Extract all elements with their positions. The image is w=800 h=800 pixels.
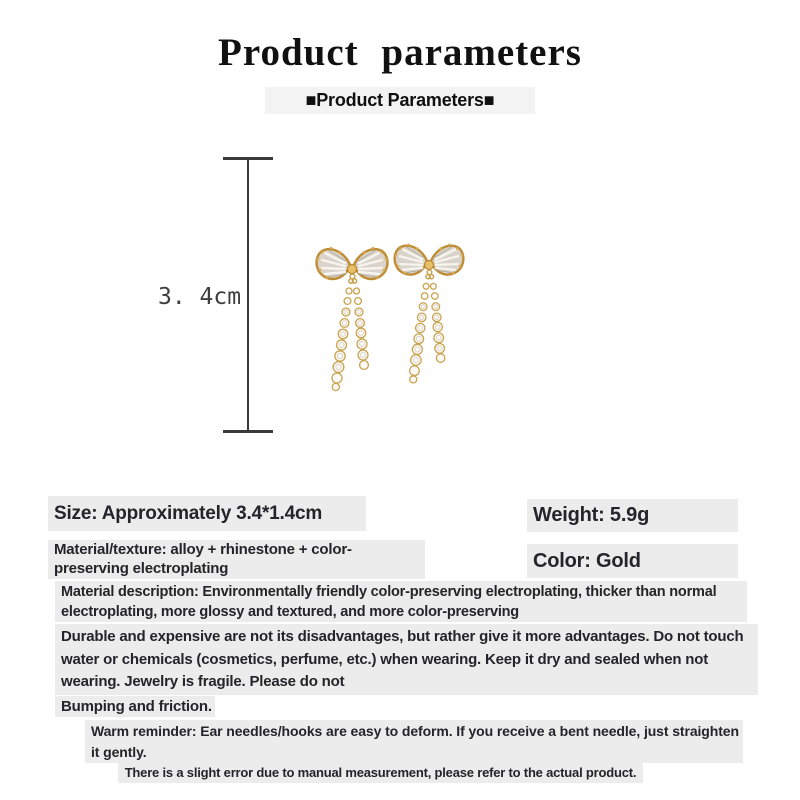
spec-care-note: Durable and expensive are not its disadvantages, but rather give it more advantages. Do not touch water or chemicals (cosmetics, perfume, etc.) when wearing. Keep it dry and sealed when not wearing. Jewelry is fragile. Please do not [55,624,758,695]
warm-reminder: Warm reminder: Ear needles/hooks are easy to deform. If you receive a bent needle, just straighten it gently. [85,720,743,763]
left-earring [317,247,388,391]
page-title: Product parameters [218,31,582,74]
spec-material: Material/texture: alloy + rhinestone + color-preserving electroplating [48,540,425,579]
spec-size: Size: Approximately 3.4*1.4cm [48,496,366,531]
measurement-label: 3. 4cm [158,284,242,310]
ruler-line [247,158,249,433]
spec-care-note-continued: Bumping and friction. [55,696,215,717]
section-subtitle: ■Product Parameters■ [305,90,495,110]
spec-weight: Weight: 5.9g [527,499,738,532]
earrings-image [295,236,515,406]
spec-material-description: Material description: Environmentally friendly color-preserving electroplating, thicker than normal electroplating, more glossy and textured, and more color-preserving [55,581,747,622]
subtitle-band [265,87,535,114]
spec-color: Color: Gold [527,544,738,578]
disclaimer-note: There is a slight error due to manual measurement, please refer to the actual product. [118,763,643,783]
ruler-cap-bottom [223,430,273,433]
right-earring [395,243,464,383]
